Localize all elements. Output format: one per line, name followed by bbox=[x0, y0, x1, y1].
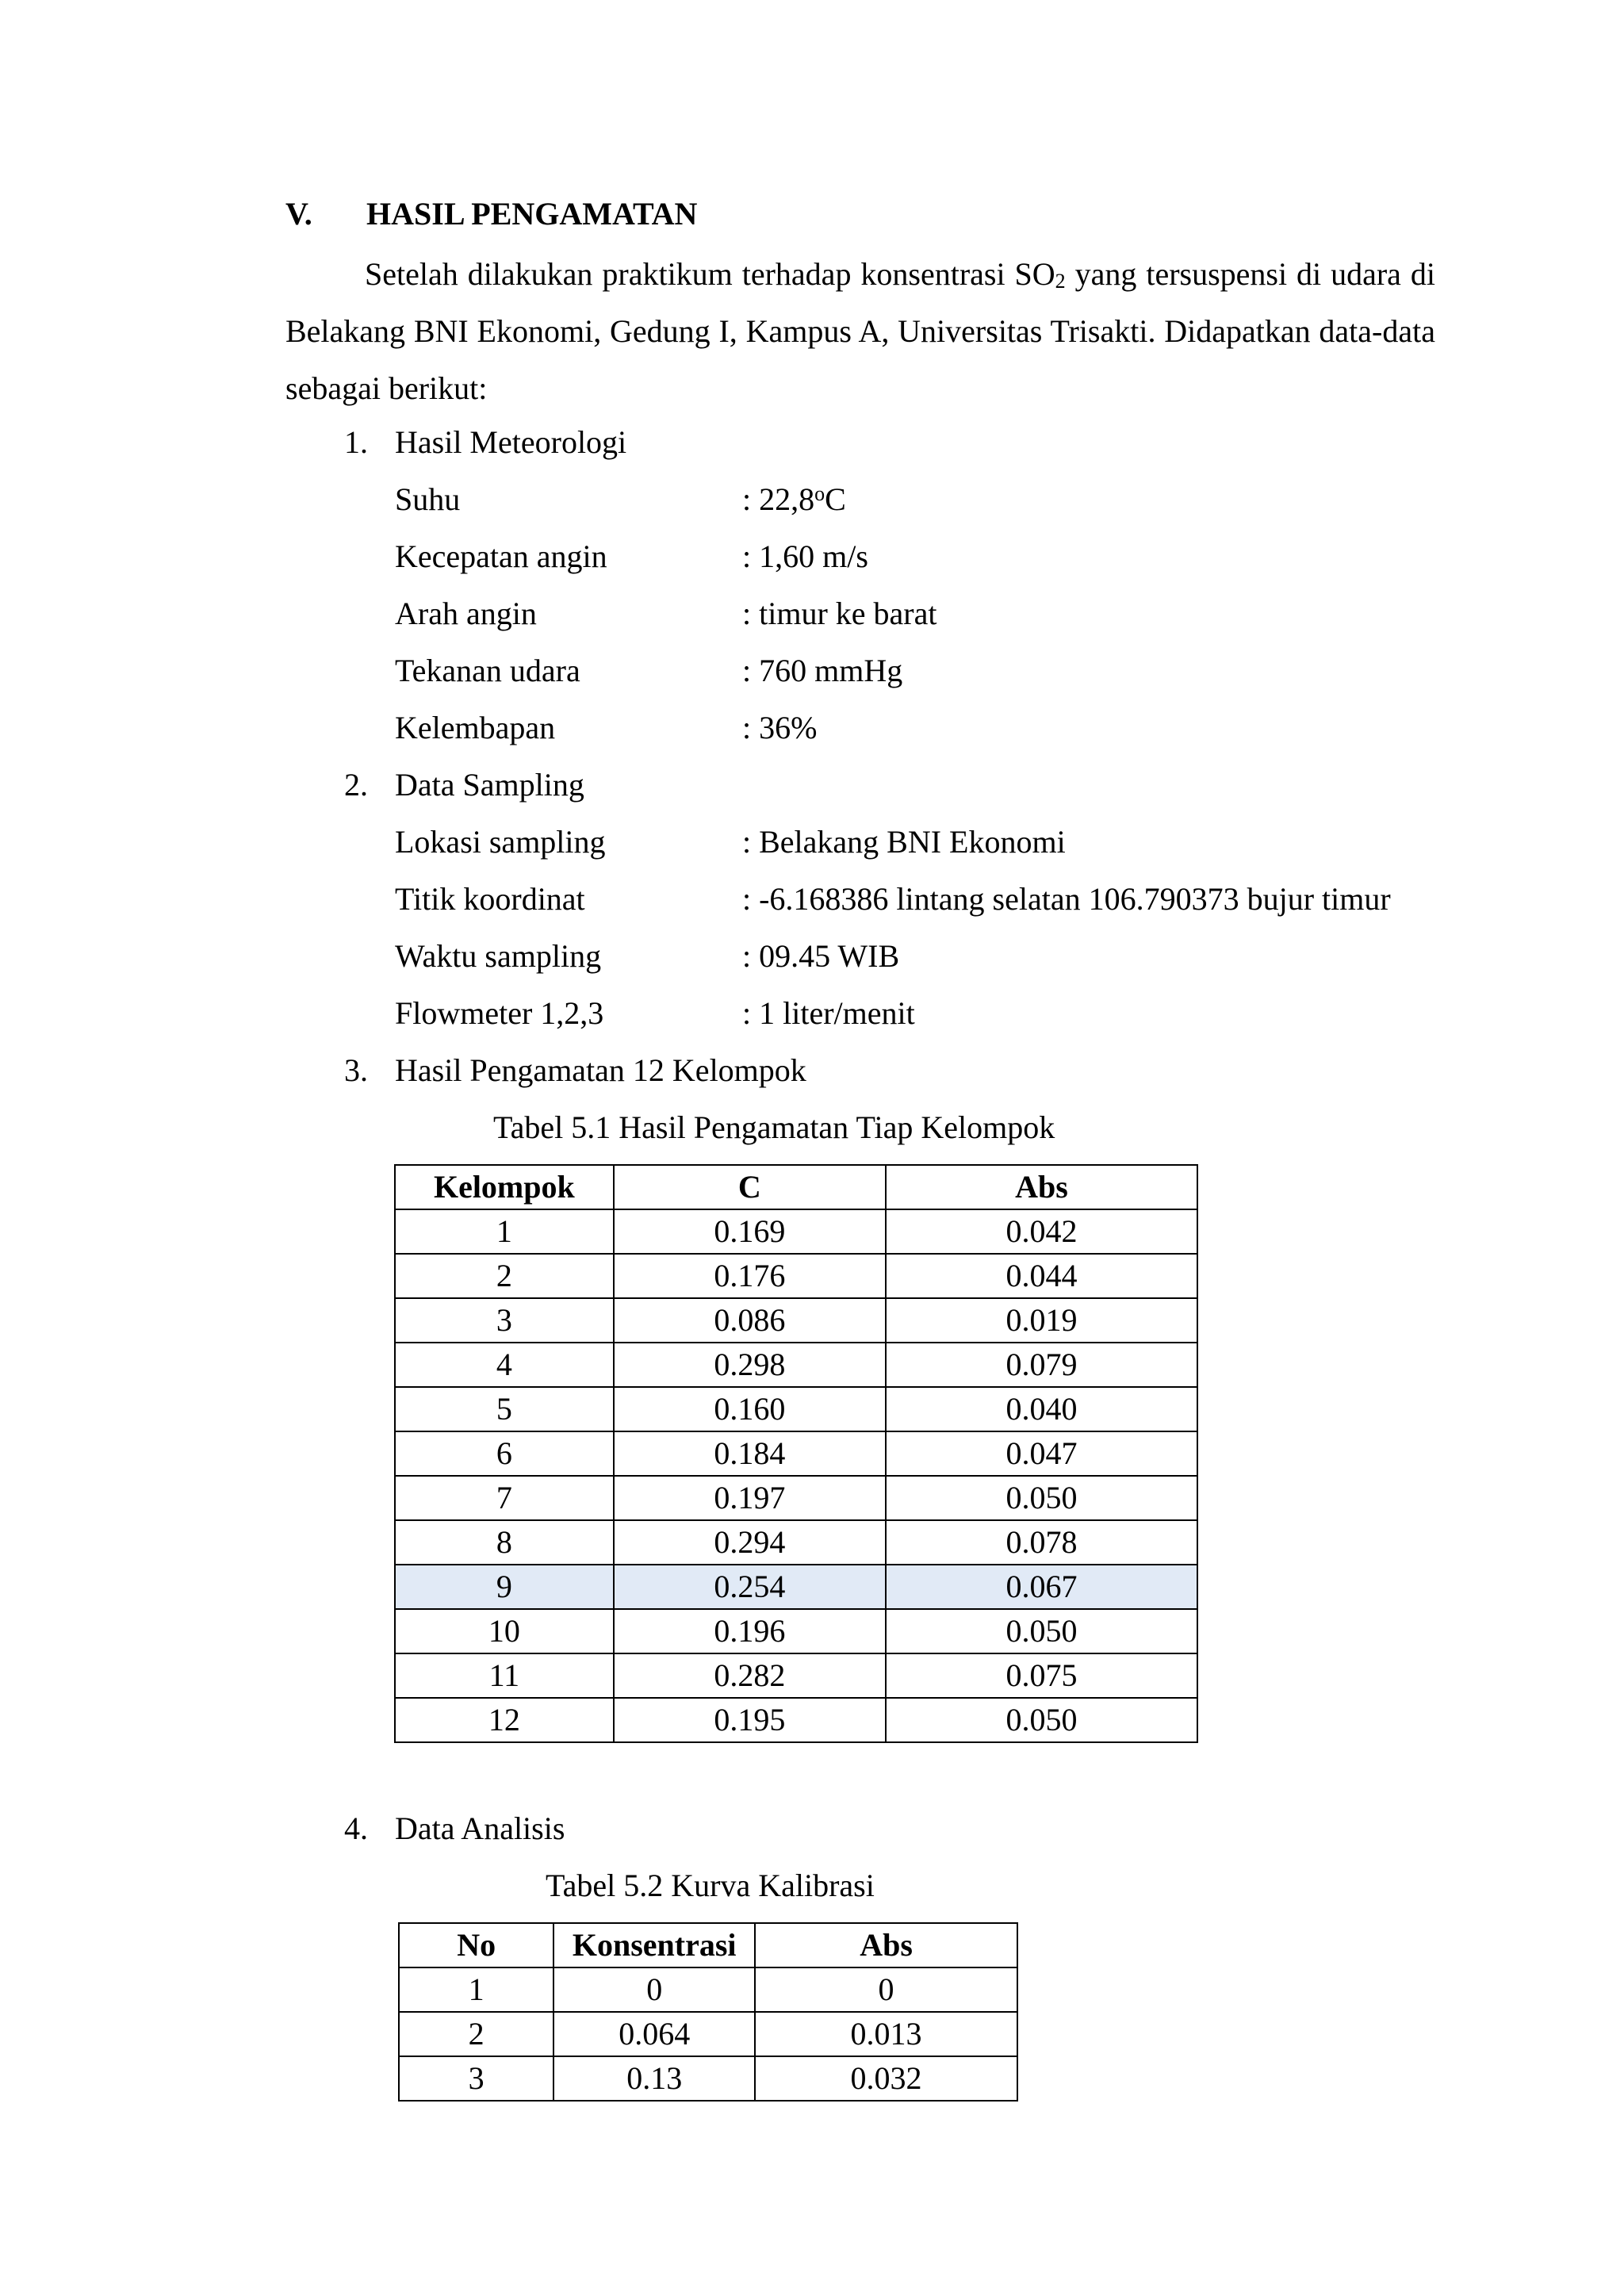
list-number-4: 4. bbox=[344, 1810, 368, 1846]
table-cell: 0.176 bbox=[614, 1254, 886, 1298]
table-row bbox=[395, 1653, 1197, 1698]
table-cell: 0.042 bbox=[886, 1209, 1197, 1254]
table-cell: 8 bbox=[395, 1520, 614, 1565]
table-row bbox=[395, 1520, 1197, 1565]
table-cell: 0.019 bbox=[886, 1298, 1197, 1343]
value-waktu-sampling: : 09.45 WIB bbox=[742, 938, 900, 974]
list-title-data-sampling: Data Sampling bbox=[395, 767, 584, 803]
table2-header-no: No bbox=[399, 1923, 553, 1967]
value-flowmeter: : 1 liter/menit bbox=[742, 995, 915, 1031]
table-cell: 0.040 bbox=[886, 1387, 1197, 1431]
table-cell: 0.195 bbox=[614, 1698, 886, 1742]
intro-text-part1: Setelah dilakukan praktikum terhadap konsentrasi SO bbox=[365, 256, 1055, 292]
table-cell: 0.086 bbox=[614, 1298, 886, 1343]
table-cell: 1 bbox=[399, 1967, 553, 2012]
table-cell: 0.044 bbox=[886, 1254, 1197, 1298]
table-cell: 0.298 bbox=[614, 1343, 886, 1387]
value-tekanan-udara: : 760 mmHg bbox=[742, 653, 903, 688]
table1-header-kelompok: Kelompok bbox=[395, 1165, 614, 1209]
label-kelembapan: Kelembapan bbox=[395, 710, 556, 745]
label-titik-koordinat: Titik koordinat bbox=[395, 881, 585, 917]
table-hasil-pengamatan bbox=[394, 1164, 1198, 1743]
table1-header-abs: Abs bbox=[886, 1165, 1197, 1209]
table-cell: 0.160 bbox=[614, 1387, 886, 1431]
table-cell: 0.254 bbox=[614, 1565, 886, 1609]
value-suhu: : 22,8$^o$C bbox=[742, 481, 846, 517]
table-row bbox=[395, 1209, 1197, 1254]
table-cell: 0.282 bbox=[614, 1653, 886, 1698]
table1-caption: Tabel 5.1 Hasil Pengamatan Tiap Kelompok bbox=[493, 1109, 1055, 1145]
table2-header-abs: Abs bbox=[755, 1923, 1017, 1967]
table-row bbox=[399, 2056, 1017, 2101]
table-cell: 7 bbox=[395, 1476, 614, 1520]
table-cell: 0.047 bbox=[886, 1431, 1197, 1476]
label-waktu-sampling: Waktu sampling bbox=[395, 938, 602, 974]
table-cell: 0.050 bbox=[886, 1609, 1197, 1653]
table-cell: 0.013 bbox=[755, 2012, 1017, 2056]
label-lokasi-sampling: Lokasi sampling bbox=[395, 824, 606, 860]
table-row bbox=[395, 1698, 1197, 1742]
table-cell: 0.075 bbox=[886, 1653, 1197, 1698]
table1-header-row bbox=[395, 1165, 1197, 1209]
table-cell: 11 bbox=[395, 1653, 614, 1698]
table2-header-row bbox=[399, 1923, 1017, 1967]
table-cell: 0.078 bbox=[886, 1520, 1197, 1565]
label-suhu: Suhu bbox=[395, 481, 461, 517]
label-tekanan-udara: Tekanan udara bbox=[395, 653, 580, 688]
table-cell: 5 bbox=[395, 1387, 614, 1431]
value-titik-koordinat: : -6.168386 lintang selatan 106.790373 bujur timur bbox=[742, 881, 1391, 917]
table-cell: 0.184 bbox=[614, 1431, 886, 1476]
table-row bbox=[395, 1298, 1197, 1343]
table-cell: 0.294 bbox=[614, 1520, 886, 1565]
table-row bbox=[395, 1476, 1197, 1520]
table-cell: 3 bbox=[399, 2056, 553, 2101]
section-title: HASIL PENGAMATAN bbox=[366, 196, 698, 232]
table-cell: 0.079 bbox=[886, 1343, 1197, 1387]
table-cell: 0.032 bbox=[755, 2056, 1017, 2101]
table2-caption: Tabel 5.2 Kurva Kalibrasi bbox=[546, 1868, 875, 1903]
table-cell: 0.067 bbox=[886, 1565, 1197, 1609]
table-cell: 10 bbox=[395, 1609, 614, 1653]
table-cell: 0.169 bbox=[614, 1209, 886, 1254]
table-cell: 0.050 bbox=[886, 1698, 1197, 1742]
section-number: V. bbox=[285, 196, 312, 232]
table-cell: 4 bbox=[395, 1343, 614, 1387]
value-kecepatan-angin: : 1,60 m/s bbox=[742, 538, 868, 574]
list-number-1: 1. bbox=[344, 424, 368, 460]
table-row bbox=[395, 1343, 1197, 1387]
label-arah-angin: Arah angin bbox=[395, 596, 537, 631]
table-cell: 0 bbox=[553, 1967, 755, 2012]
list-number-2: 2. bbox=[344, 767, 368, 803]
table-kurva-kalibrasi bbox=[398, 1922, 1018, 2102]
table-row bbox=[395, 1431, 1197, 1476]
table-cell: 12 bbox=[395, 1698, 614, 1742]
table-cell: 0.13 bbox=[553, 2056, 755, 2101]
table-cell: 0.197 bbox=[614, 1476, 886, 1520]
table-row bbox=[395, 1387, 1197, 1431]
table2-header-konsentrasi: Konsentrasi bbox=[553, 1923, 755, 1967]
table-cell: 0.064 bbox=[553, 2012, 755, 2056]
table-row bbox=[395, 1609, 1197, 1653]
table-row bbox=[399, 2012, 1017, 2056]
table-cell: 0.050 bbox=[886, 1476, 1197, 1520]
table-cell: 0.196 bbox=[614, 1609, 886, 1653]
intro-text-part2: yang tersuspensi di udara di Belakang BNI Ekonomi, Gedung I, Kampus A, Universitas Trisakti. Didapatkan data-data sebagai berikut: bbox=[285, 256, 1435, 406]
intro-paragraph bbox=[285, 246, 1435, 417]
list-title-hasil-pengamatan: Hasil Pengamatan 12 Kelompok bbox=[395, 1052, 806, 1088]
table-row bbox=[399, 1967, 1017, 2012]
list-title-data-analisis: Data Analisis bbox=[395, 1810, 565, 1846]
table1-header-c: C bbox=[614, 1165, 886, 1209]
table-row-highlighted bbox=[395, 1565, 1197, 1609]
value-lokasi-sampling: : Belakang BNI Ekonomi bbox=[742, 824, 1066, 860]
table-cell: 2 bbox=[399, 2012, 553, 2056]
list-number-3: 3. bbox=[344, 1052, 368, 1088]
table-cell: 3 bbox=[395, 1298, 614, 1343]
value-kelembapan: : 36% bbox=[742, 710, 818, 745]
label-kecepatan-angin: Kecepatan angin bbox=[395, 538, 607, 574]
table-row bbox=[395, 1254, 1197, 1298]
table-cell: 1 bbox=[395, 1209, 614, 1254]
list-title-meteorologi: Hasil Meteorologi bbox=[395, 424, 627, 460]
table-cell: 2 bbox=[395, 1254, 614, 1298]
table-cell: 9 bbox=[395, 1565, 614, 1609]
table-cell: 6 bbox=[395, 1431, 614, 1476]
label-flowmeter: Flowmeter 1,2,3 bbox=[395, 995, 604, 1031]
table-cell: 0 bbox=[755, 1967, 1017, 2012]
intro-subscript: 2 bbox=[1055, 270, 1066, 293]
value-arah-angin: : timur ke barat bbox=[742, 596, 937, 631]
